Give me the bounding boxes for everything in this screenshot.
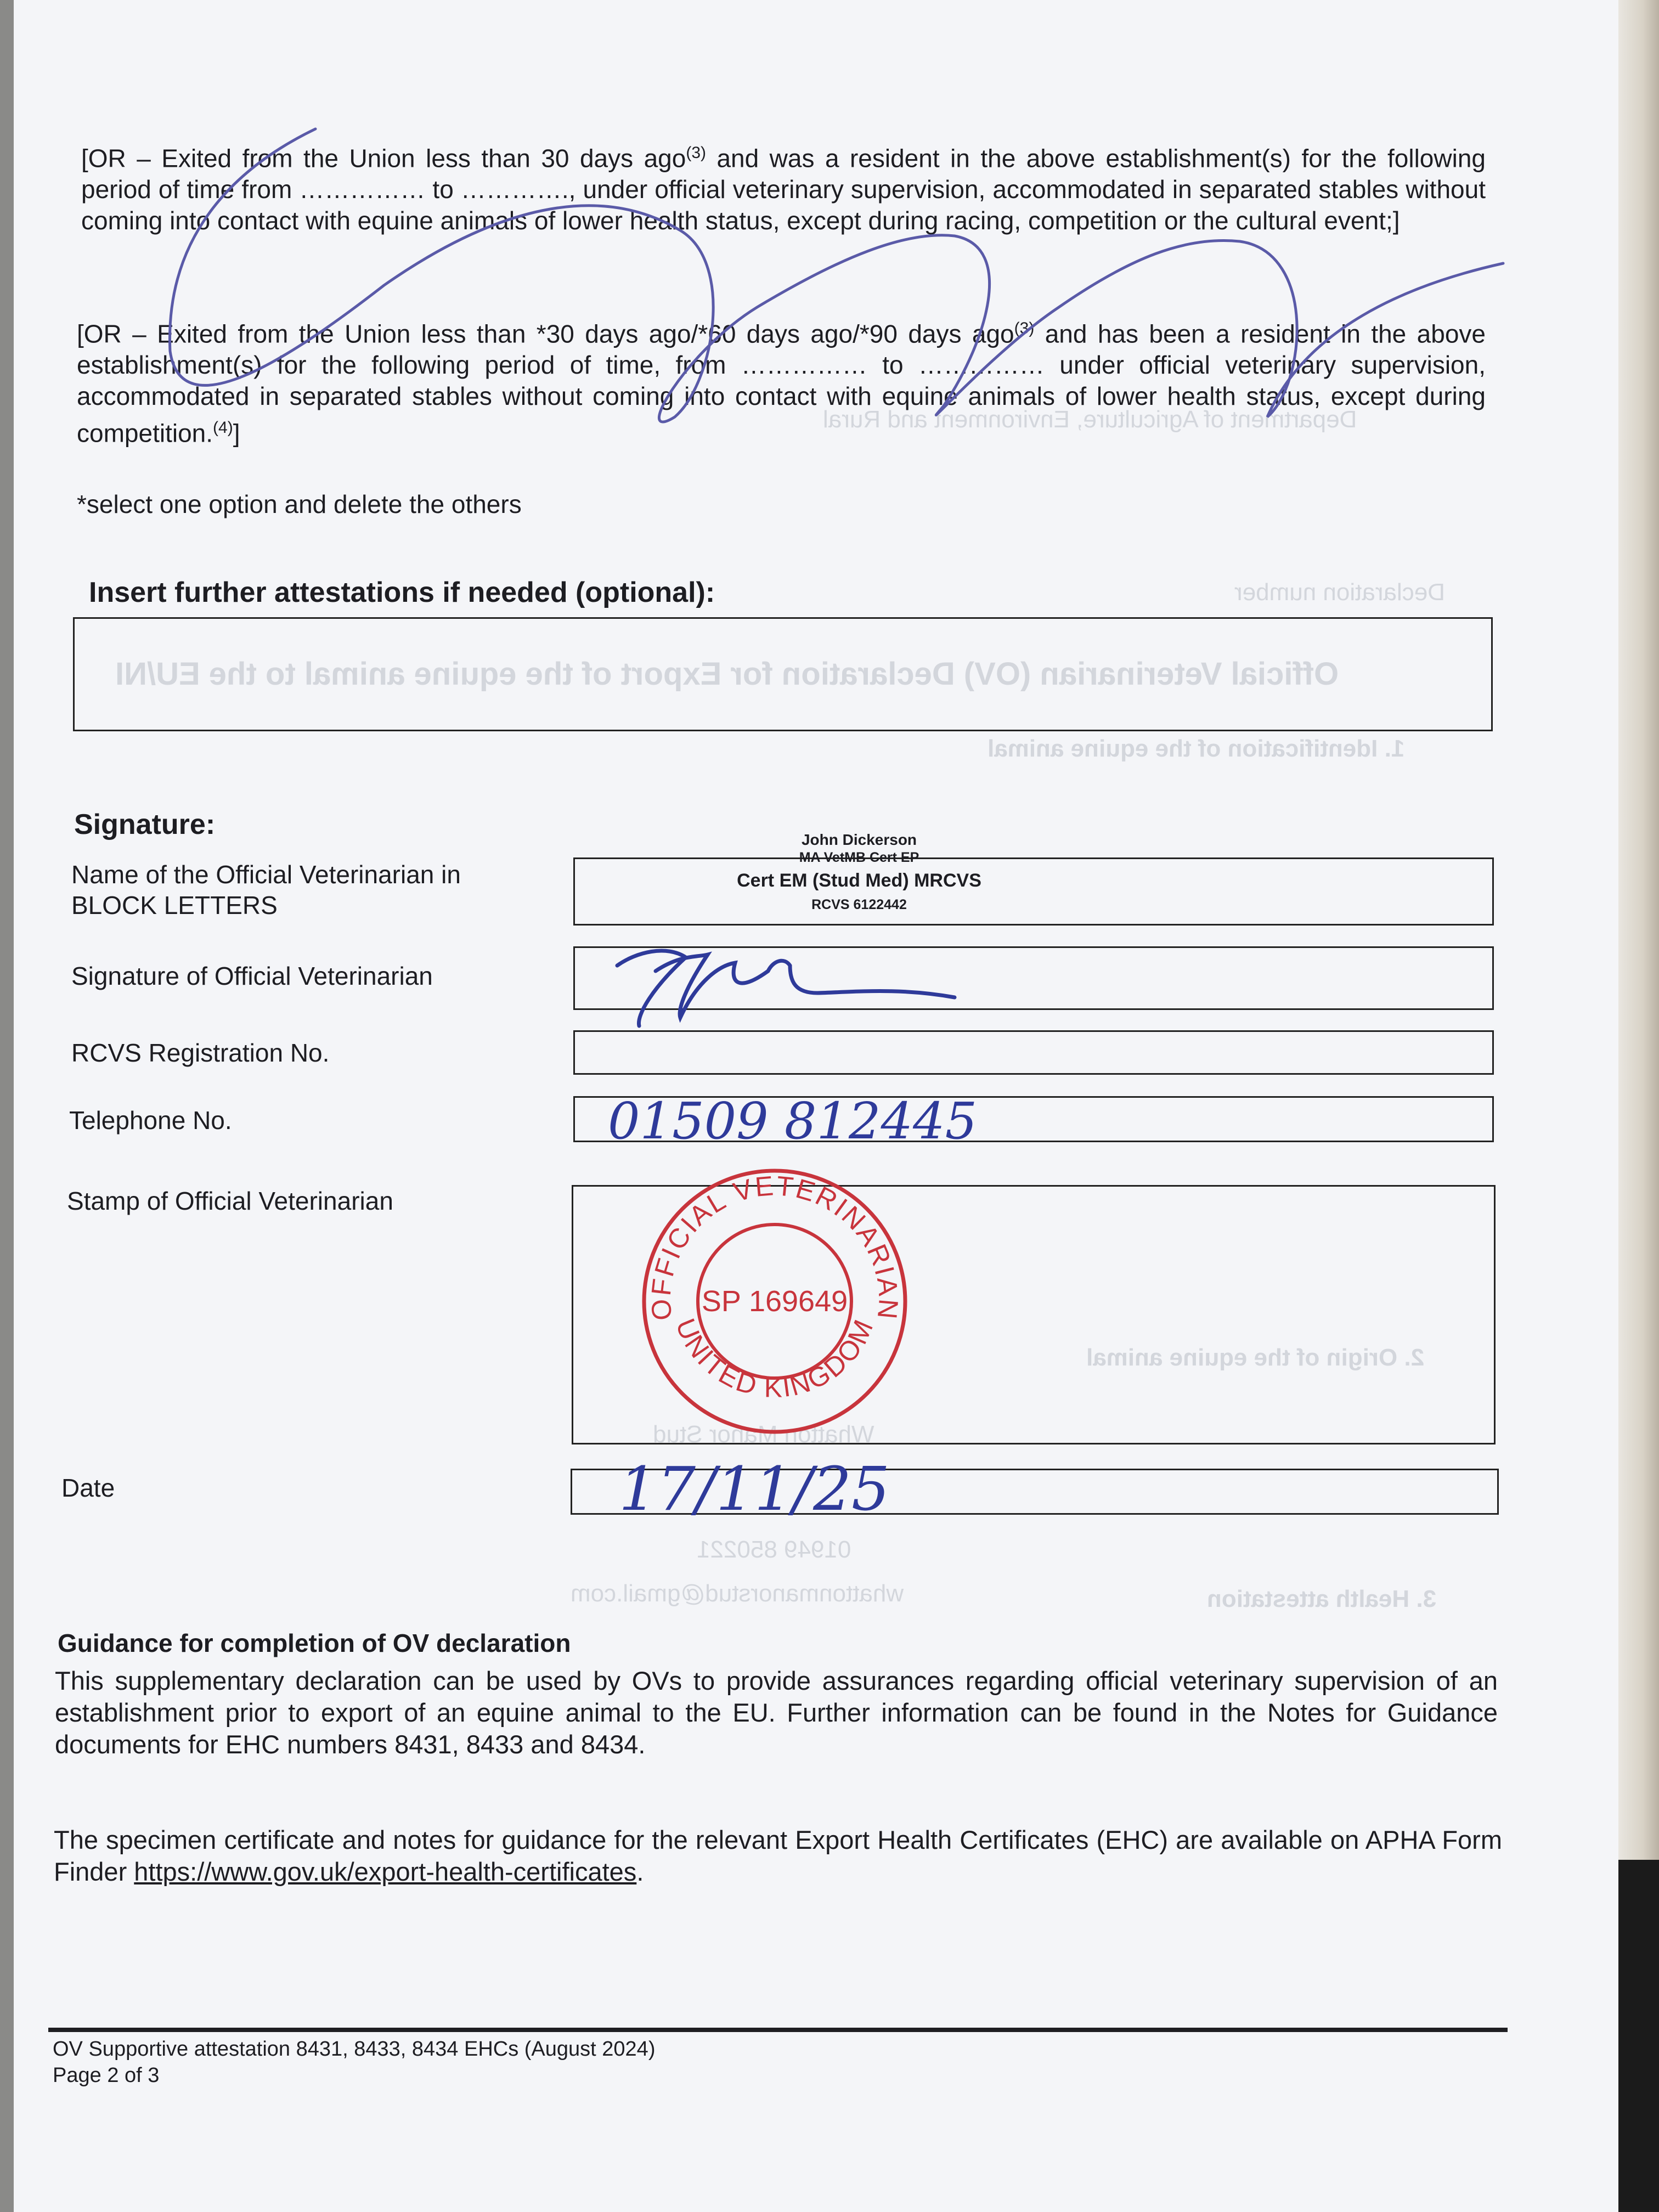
rcvs-label: RCVS Registration No.	[71, 1039, 330, 1067]
guidance-heading: Guidance for completion of OV declaration	[58, 1629, 571, 1657]
signature-heading: Signature:	[74, 809, 216, 840]
name-label-block-letters: BLOCK LETTERS	[71, 891, 278, 919]
attestation-option-30-60-90-days: [OR – Exited from the Union less than *30 days ago/*60 days ago/*90 days ago$^{(3)}$ and has been a resident in the above establishment(s) for the following period of time, from …………… to …………… under official veterinary supervision, accommodated in separated stables without coming into contact with equine animals of lower health status, except during competition.$^{(4)}$]	[77, 319, 1486, 448]
bleed-through-text: whattonmanorstud@gmail.com	[571, 1580, 904, 1607]
guidance-form-finder: The specimen certificate and notes for guidance for the relevant Export Health Certificates (EHC) are available on APHA Form Finder https://www.gov.uk/export-health-certificates.	[54, 1825, 1502, 1886]
name-label: Name of the Official Veterinarian in	[71, 860, 461, 889]
bleed-through-text: 1. Identification of the equine animal	[988, 735, 1405, 762]
bleed-through-text: Official Veterinarian (OV) Declaration for Export of the equine animal to the EU/NI	[115, 656, 1339, 692]
signature-label: Signature of Official Veterinarian	[71, 962, 433, 990]
bleed-through-text: Declaration number	[1234, 579, 1445, 606]
export-certificates-link[interactable]: https://www.gov.uk/export-health-certificates	[134, 1857, 637, 1886]
bleed-through-text: 3. Health attestation	[1207, 1585, 1437, 1612]
svg-text:UNITED KINGDOM	[670, 1314, 880, 1403]
stamp-top-text: OFFICIAL VETERINARIAN	[645, 1170, 904, 1322]
date-label: Date	[61, 1474, 115, 1502]
bleed-through-text: Department of Agriculture, Environment and Rural	[823, 406, 1357, 433]
stamp-label: Stamp of Official Veterinarian	[67, 1187, 393, 1215]
further-attestations-heading: Insert further attestations if needed (optional):	[89, 577, 715, 608]
page-number: Page 2 of 3	[53, 2064, 160, 2087]
date-handwritten: 17/11/25	[619, 1454, 890, 1524]
guidance-paragraph: This supplementary declaration can be used by OVs to provide assurances regarding official veterinary supervision of an establishment prior to export of an equine animal to the EU. Further information can be found in the Notes for Guidance documents for EHC numbers 8431, 8433 and 8434.	[55, 1666, 1498, 1759]
stamp-number: SP 169649	[701, 1285, 848, 1318]
bleed-through-text: 2. Origin of the equine animal	[1086, 1344, 1425, 1371]
bleed-through-text: Whatton Manor Stud	[653, 1421, 874, 1448]
stamp-bottom-text: UNITED KINGDOM	[669, 1314, 880, 1403]
signature-ink	[617, 951, 955, 1026]
telephone-handwritten: 01509 812445	[608, 1092, 978, 1150]
strike-through-scribble	[170, 129, 1503, 422]
footer-title: OV Supportive attestation 8431, 8433, 8434 EHCs (August 2024)	[53, 2038, 656, 2061]
telephone-label: Telephone No.	[69, 1106, 232, 1135]
official-veterinarian-stamp	[644, 1170, 905, 1432]
bleed-through-text: 01949 850221	[697, 1536, 851, 1563]
attestation-option-30-days: [OR – Exited from the Union less than 30 days ago$^{(3)}$ and was a resident in the above establishment(s) for the following period of time from …………… to …………., under official veterinary supervision, accommodated in separated stables without coming into contact with equine animals of lower health status, except during racing, competition or the cultural event;]	[81, 144, 1486, 235]
select-option-note: *select one option and delete the others	[77, 490, 522, 518]
